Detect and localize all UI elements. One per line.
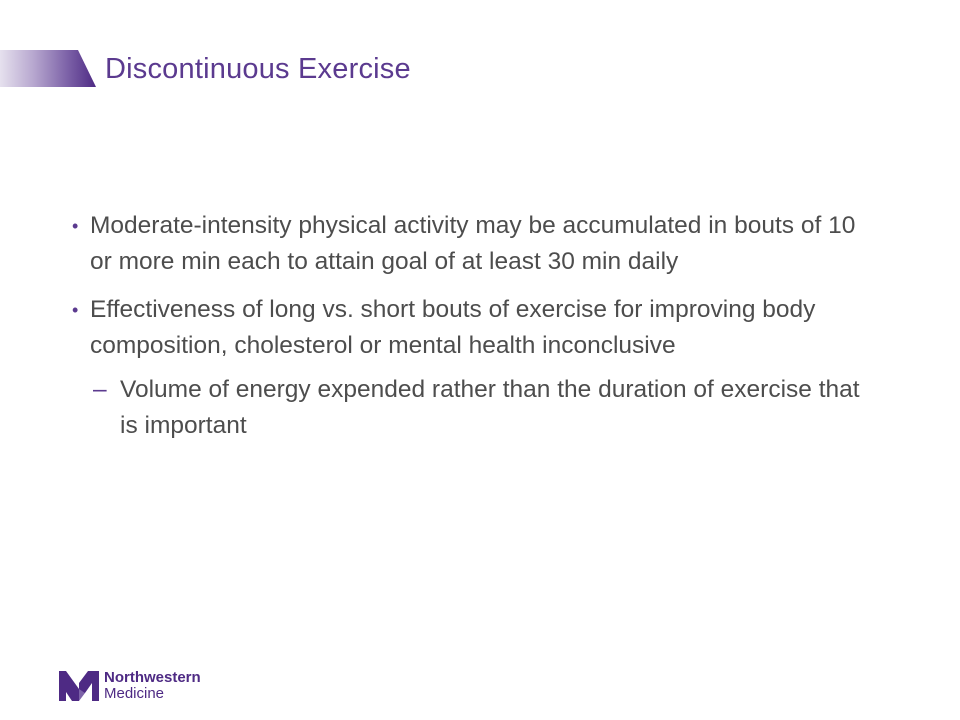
slide-content [72,208,862,444]
bullet-icon: • [72,300,79,320]
sub-bullet-text: Volume of energy expended rather than the duration of exercise that is important [120,376,860,439]
title-accent-band [0,50,96,87]
logo-text-line1: Northwestern [104,669,201,686]
bullet-text: Moderate-intensity physical activity may be accumulated in bouts of 10 or more min each to attain goal of at least 30 min daily [90,212,856,275]
bullet-item [72,208,862,280]
bullet-text: Effectiveness of long vs. short bouts of exercise for improving body composition, cholesterol or mental health inconclusive [90,296,816,359]
slide-title: Discontinuous Exercise [105,53,411,85]
dash-icon: – [93,376,107,403]
bullet-item [72,292,862,364]
logo-text-line2: Medicine [104,685,165,702]
sub-bullet-item [72,372,862,444]
bullet-icon: • [72,216,79,236]
northwestern-medicine-logo [57,668,201,704]
nm-monogram-icon [57,669,101,703]
